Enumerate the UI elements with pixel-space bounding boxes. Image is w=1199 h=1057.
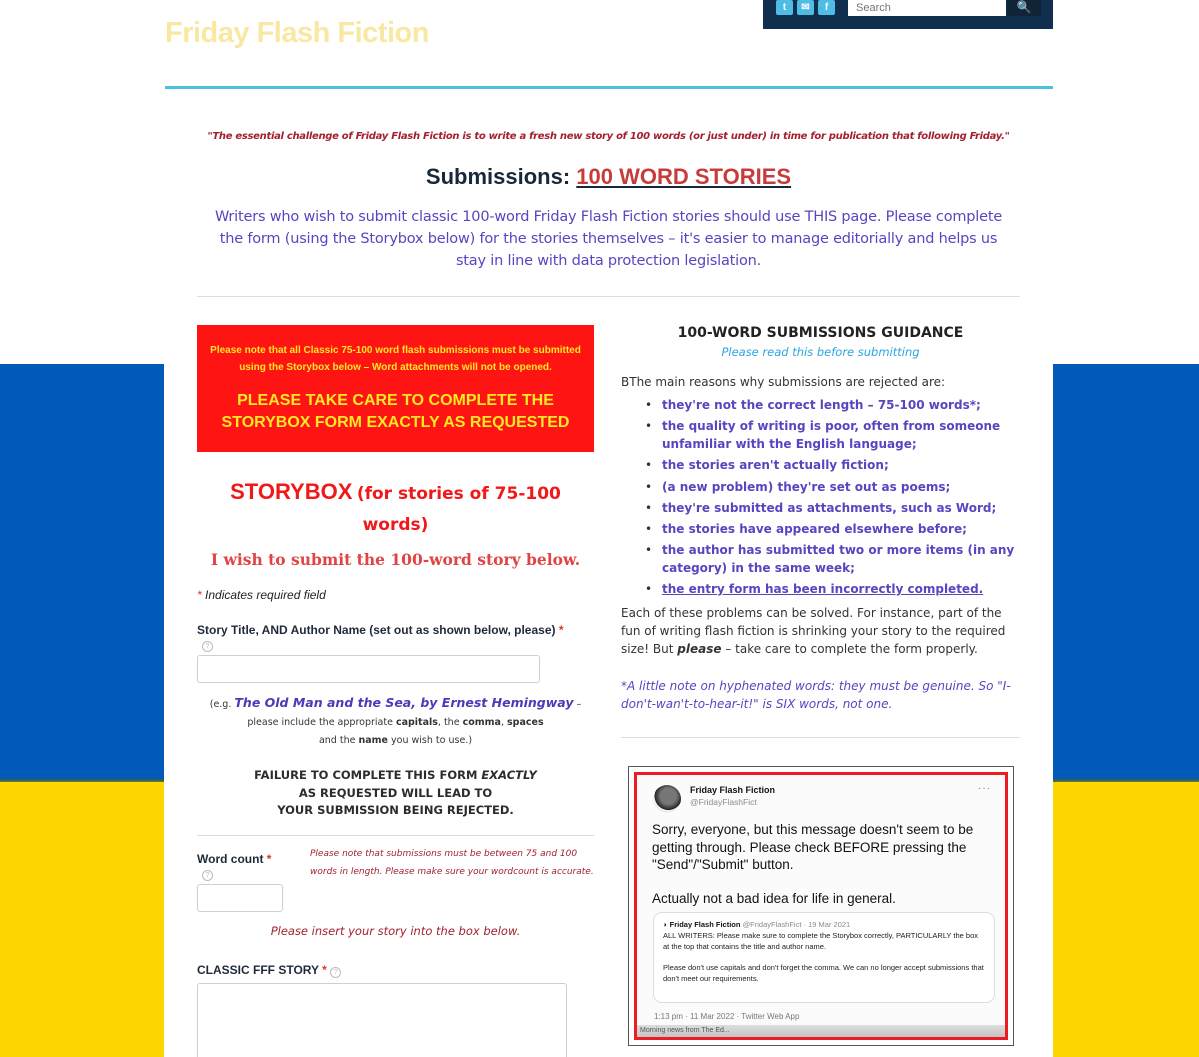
help-icon[interactable]: ? (330, 967, 341, 978)
guidance-paragraph (621, 604, 1021, 658)
reason-text: the quality of writing is poor, often from someone unfamiliar with the English language; (662, 419, 1001, 452)
list-item (638, 499, 1028, 517)
example-text: , the (437, 717, 460, 728)
reasons-intro: BThe main reasons why submissions are rejected are: (621, 375, 946, 389)
tweet-timestamp: 1:13 pm · 11 Mar 2022 · Twitter Web App (654, 1012, 800, 1021)
page-heading (164, 164, 1053, 190)
tweet-text: Actually not a bad idea for life in general. (652, 890, 896, 906)
example-title: The Old Man and the Sea, by Ernest Hemingway (234, 695, 574, 710)
quoted-meta: @FridayFlashFict · 19 Mar 2021 (742, 920, 851, 929)
search-input[interactable] (848, 0, 1006, 16)
bird-logo-icon: ◗ (663, 920, 670, 929)
storybox-subtitle: (for stories of 75-100 words) (356, 484, 561, 535)
header-divider (165, 86, 1053, 89)
guidance-emphasis: please (677, 642, 722, 656)
story-title-label (197, 623, 564, 652)
list-item[interactable] (638, 580, 1028, 598)
story-label-text: CLASSIC FFF STORY (197, 963, 319, 977)
help-icon[interactable]: ? (202, 641, 213, 652)
page-heading-label: Submissions: (425, 164, 571, 189)
help-icon[interactable]: ? (202, 870, 213, 881)
list-item (638, 417, 1028, 453)
quoted-tweet (653, 912, 995, 1003)
twitter-icon[interactable]: t (776, 0, 793, 15)
list-item (638, 396, 1028, 414)
warning-banner (197, 325, 594, 452)
story-textarea[interactable] (197, 983, 567, 1057)
example-text: – please include the appropriate (247, 699, 582, 728)
required-star: * (322, 963, 327, 977)
guidance-subtitle: Please read this before submitting (721, 345, 920, 359)
top-bar (763, 0, 1053, 29)
search-button[interactable] (1007, 0, 1041, 16)
warning-banner-note: Please note that all Classic 75-100 word flash submissions must be submitted using the Storybox below – Word attachments will not be opened. (210, 345, 581, 373)
rejection-reasons-list (638, 396, 1028, 602)
list-item (638, 478, 1028, 496)
reason-text: the stories aren't actually fiction; (662, 458, 889, 473)
100-word-stories-link[interactable]: 100 WORD STORIES (576, 164, 792, 189)
tweet-author-handle: @FridayFlashFict (690, 797, 757, 807)
facebook-icon[interactable]: f (818, 0, 835, 15)
required-note (197, 588, 326, 602)
example-text: , (500, 717, 504, 728)
quoted-author-name: Friday Flash Fiction (669, 920, 741, 929)
reason-text: they're submitted as attachments, such as Word; (662, 500, 997, 515)
storybox-intro: I wish to submit the 100-word story below. (210, 550, 581, 569)
failure-exactly: EXACTLY (481, 768, 537, 782)
tweet-text: Sorry, everyone, but this message doesn't seem to be getting through. Please check BEFORE pressing the "Send"/"Submit" button. (652, 822, 974, 872)
example-capitals: capitals (395, 717, 438, 728)
warning-banner-headline: PLEASE TAKE CARE TO COMPLETE THE STORYBOX FORM EXACTLY AS REQUESTED (221, 392, 570, 431)
insert-story-note: Please insert your story into the box below. (270, 924, 521, 938)
form-divider (197, 835, 594, 836)
reason-text: (a new problem) they're set out as poems; (662, 479, 951, 494)
more-options-icon: ··· (978, 783, 991, 794)
required-note-text: Indicates required field (205, 588, 326, 602)
word-count-input[interactable] (197, 884, 283, 912)
word-count-label (197, 852, 271, 881)
browser-status-strip: Morning news from The Ed... (637, 1025, 1005, 1037)
guidance-title: 100-WORD SUBMISSIONS GUIDANCE (677, 325, 964, 341)
failure-line-1: FAILURE TO COMPLETE THIS FORM (254, 768, 478, 782)
email-icon[interactable]: ✉ (797, 0, 814, 15)
quoted-text: ALL WRITERS: Please make sure to complete the Storybox correctly, PARTICULARLY the box at the top that contains the title and author name. (663, 931, 978, 951)
reason-link[interactable]: the entry form has been incorrectly completed. (662, 582, 984, 597)
title-example (197, 694, 594, 750)
section-divider (197, 296, 1020, 297)
failure-warning (197, 767, 594, 820)
story-title-input[interactable] (197, 655, 540, 683)
storybox-heading (197, 477, 594, 541)
guidance-divider (621, 737, 1020, 738)
required-star: * (266, 852, 272, 866)
guidance-text: – take care to complete the form properly. (725, 642, 978, 656)
tagline-quote: "The essential challenge of Friday Flash Fiction is to write a fresh new story of 100 words (or just under) in time for publication that following Friday." (207, 131, 1010, 142)
word-count-note: Please note that submissions must be between 75 and 100 words in length. Please make sure your wordcount is accurate. (310, 849, 594, 877)
search-icon: 🔍 (1016, 0, 1032, 14)
required-star: * (558, 623, 564, 637)
required-star: * (197, 588, 202, 602)
guidance-text: Each of these problems can be solved. For instance, part of the fun of writing flash fiction is shrinking your story to the required size! But (621, 606, 1006, 656)
tweet-body (652, 821, 997, 907)
word-count-label-text: Word count (197, 852, 264, 866)
list-item (638, 456, 1028, 474)
site-title[interactable]: Friday Flash Fiction (165, 17, 429, 49)
avatar (653, 785, 681, 813)
story-label (197, 963, 341, 978)
storybox-title: STORYBOX (230, 479, 353, 504)
example-comma: comma (462, 717, 501, 728)
failure-line-3: YOUR SUBMISSION BEING REJECTED. (277, 803, 514, 817)
example-text: you wish to use.) (391, 735, 473, 746)
tweet-screenshot (628, 766, 1014, 1046)
list-item (638, 541, 1028, 577)
example-text: and the (318, 735, 356, 746)
reason-text: the stories have appeared elsewhere before; (662, 521, 967, 536)
story-title-label-text: Story Title, AND Author Name (set out as shown below, please) (197, 623, 556, 637)
page-content (164, 0, 1053, 1057)
example-spaces: spaces (507, 717, 544, 728)
example-prefix: (e.g. (209, 699, 232, 710)
reason-text: the author has submitted two or more items (in any category) in the same week; (662, 543, 1015, 576)
tweet-card (634, 772, 1008, 1040)
quoted-text: Please don't use capitals and don't forget the comma. We can no longer accept submissions that don't meet our requirements. (663, 963, 984, 983)
list-item (638, 520, 1028, 538)
reason-text: they're not the correct length – 75-100 words*; (662, 398, 981, 412)
hyphen-note: *A little note on hyphenated words: they must be genuine. So "I-don't-wan't-to-hear-it!" is SIX words, not one. (621, 679, 1011, 711)
tweet-author-name: Friday Flash Fiction (690, 785, 776, 795)
failure-line-2: AS REQUESTED WILL LEAD TO (298, 785, 493, 800)
intro-text: Writers who wish to submit classic 100-word Friday Flash Fiction stories should use THIS page. Please complete the form (using the Storybox below) for the stories themselves – it's easier to manage editorially and helps us stay in line with data protection legislation. (214, 209, 1003, 269)
example-name: name (358, 735, 389, 746)
